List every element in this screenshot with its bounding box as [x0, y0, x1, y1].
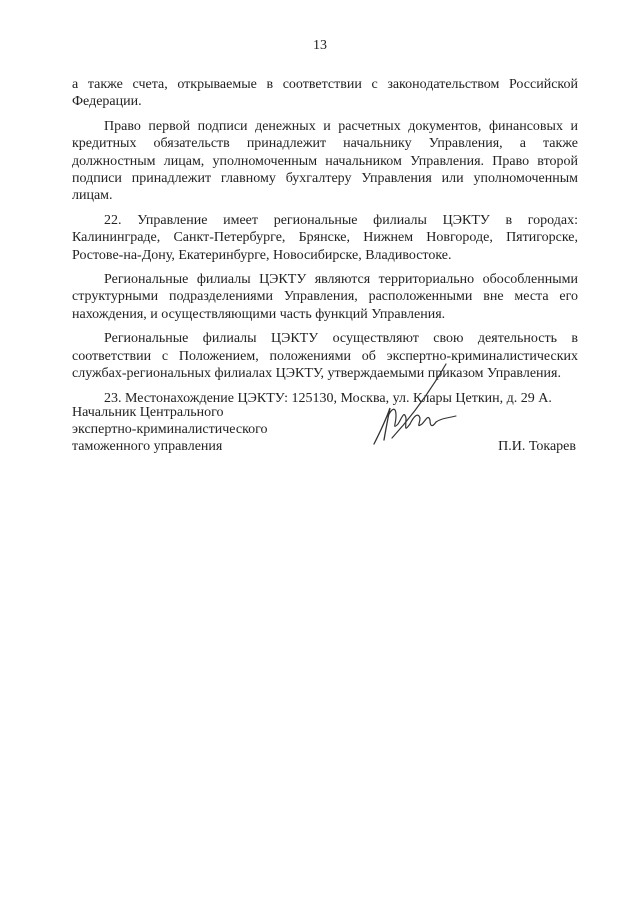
page-number: 13 — [313, 38, 327, 53]
signer-title-line: Начальник Центрального — [72, 405, 224, 420]
signer-title-line: таможенного управления — [72, 439, 223, 454]
handwritten-signature — [362, 358, 462, 448]
paragraph-branches-activity: Региональные филиалы ЦЭКТУ осуществляют свою деятельность в соответствии с Положением, положениями об экспертно-криминалистических службах-региональных филиалах ЦЭКТУ, утверждаемыми приказом Управления. — [72, 331, 578, 382]
paragraph-accounts-continuation: а также счета, открываемые в соответствии с законодательством Российской Федерации. — [72, 77, 578, 110]
paragraph-signing-rights: Право первой подписи денежных и расчетных документов, финансовых и кредитных обязательств принадлежит начальнику Управления, а также должностным лицам, уполномоченным начальником Управления. Право второй подписи принадлежит главному бухгалтеру Управления или уполномоченным лицам. — [72, 118, 578, 204]
signer-title — [72, 404, 332, 455]
signer-title-line: экспертно-криминалистического — [72, 422, 268, 437]
paragraph-22-regional-branches: 22. Управление имеет региональные филиалы ЦЭКТУ в городах: Калининграде, Санкт-Петербурге, Брянске, Нижнем Новгороде, Пятигорске, Ростове-на-Дону, Екатеринбурге, Новосибирске, Владивостоке. — [72, 212, 578, 263]
document-body — [72, 76, 578, 407]
paragraph-23-location: 23. Местонахождение ЦЭКТУ: 125130, Москва, ул. Клары Цеткин, д. 29 А. — [104, 390, 552, 406]
paragraph-branches-status: Региональные филиалы ЦЭКТУ являются территориально обособленными структурными подразделениями Управления, расположенными вне места его нахождения, и осуществляющими часть функций Управления. — [72, 272, 578, 322]
signature-block — [72, 404, 578, 464]
signer-name: П.И. Токарев — [498, 439, 576, 454]
